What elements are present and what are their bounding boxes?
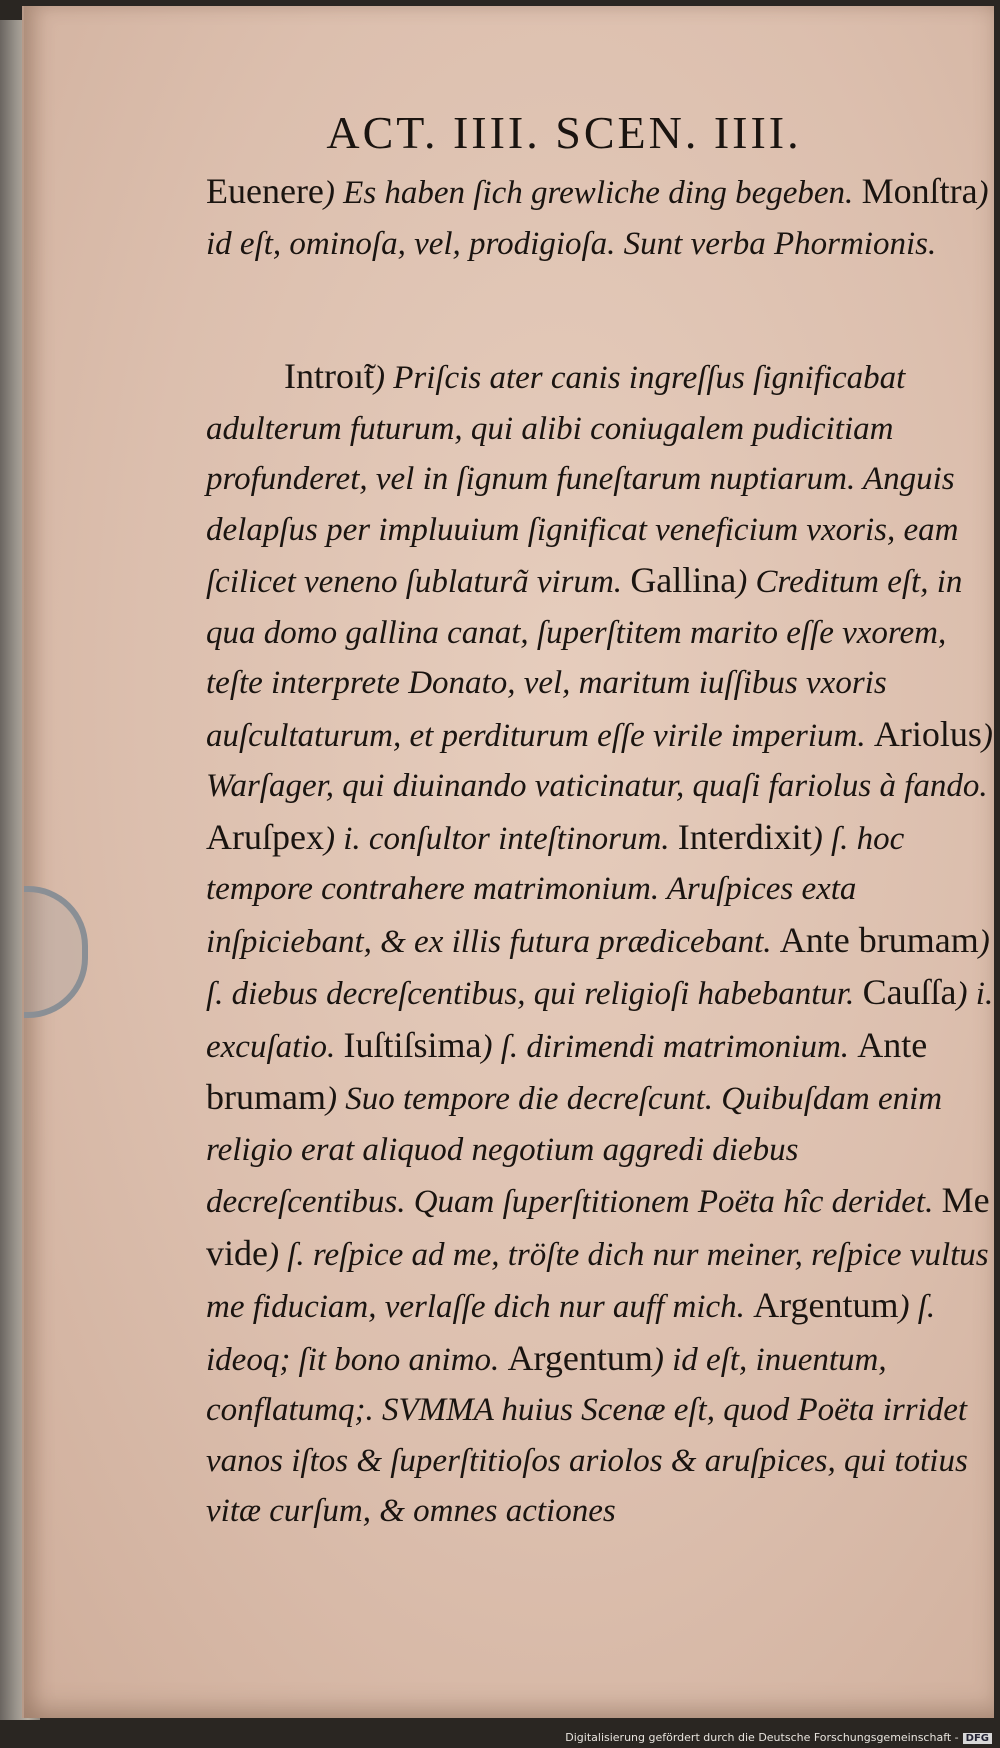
lemma: Ante brumam (779, 919, 979, 960)
gloss: ) ſ. hoc tempore contrahere matrimonium. Aruſpices exta inſpiciebant, & ex illis futura prædicebant. (206, 820, 905, 960)
lemma: Ante brumam (206, 1024, 928, 1117)
gloss: ) id eſt, ominoſa, vel, prodigioſa. Sunt verba Phormionis. (206, 175, 989, 262)
lemma: Ariolus (873, 713, 982, 754)
gloss: ) ſ. diebus decreſcentibus, qui religioſi habebantur. (206, 923, 990, 1012)
page-clip (24, 886, 88, 1018)
lemma: Aruſpex (206, 816, 324, 857)
lemma: Introı̃t (284, 356, 374, 396)
gloss: ) ſ. dirimendi matrimonium. (481, 1028, 858, 1065)
lemma: Interdixit (677, 816, 812, 857)
paragraph-1 (206, 166, 996, 269)
credit-text: Digitalisierung gefördert durch die Deutsche Forschungsgemeinschaft - (565, 1731, 959, 1744)
book-page (22, 6, 994, 1718)
gloss: ) i. excuſatio. (206, 976, 994, 1065)
gloss: ) Priſcis ater canis ingreſſus ſignificabat adulterum futurum, qui alibi coniugalem pudicitiam profunderet, vel in ſignum funeſtarum nuptiarum. Anguis delapſus per impluuium ſignificat veneficium vxoris, eam ſcilicet veneno ſublaturã virum. (206, 360, 959, 600)
gloss: ) Suo tempore die decreſcunt. Quibuſdam enim religio erat aliquod negotium aggredi diebus decreſcentibus. Quam ſuperſtitionem Poëta hîc deridet. (206, 1081, 943, 1220)
gloss: ) Es haben ſich grewliche ding begeben. (323, 175, 862, 211)
gloss: ) id eſt, inuentum, conflatumq;. SVMMA huius Scenæ eſt, quod Poëta irridet vanos iſtos & ſuperſtitioſos ariolos & aruſpices, qui totius vitæ curſum, & omnes actiones (206, 1341, 968, 1529)
paragraph-2 (206, 351, 996, 1537)
lemma: Euenere (206, 171, 324, 211)
gloss: ) i. conſultor inteſtinorum. (323, 820, 678, 857)
digitization-credit (565, 1731, 992, 1744)
dfg-logo: DFG (963, 1733, 992, 1744)
lemma: Me vide (206, 1180, 990, 1273)
lemma: Gallina (630, 560, 737, 600)
lemma: Argentum (507, 1337, 653, 1378)
lemma: Monſtra (861, 171, 978, 211)
gloss: ) ſ. reſpice ad me, tröſte dich nur meiner, reſpice vultus me fiduciam, verlaſſe dich nur auff mich. (206, 1236, 989, 1325)
running-header: ACT. IIII. SCEN. IIII. (326, 107, 802, 158)
gloss: ) ſ. ideoq; ſit bono animo. (206, 1289, 936, 1378)
lemma: Cauſſa (862, 972, 957, 1012)
lemma: Iuſtiſsima (343, 1024, 482, 1065)
lemma: Argentum (753, 1285, 899, 1325)
gloss: ) Creditum eſt, in qua domo gallina canat, ſuperſtitem marito eſſe vxorem, teſte interprete Donato, vel, maritum iuſſibus vxoris auſcultaturum, et perditurum eſſe virile imperium. (206, 564, 963, 754)
gloss: ) Warſager, qui diuinando vaticinatur, quaſi fariolus à fando. (206, 717, 993, 804)
